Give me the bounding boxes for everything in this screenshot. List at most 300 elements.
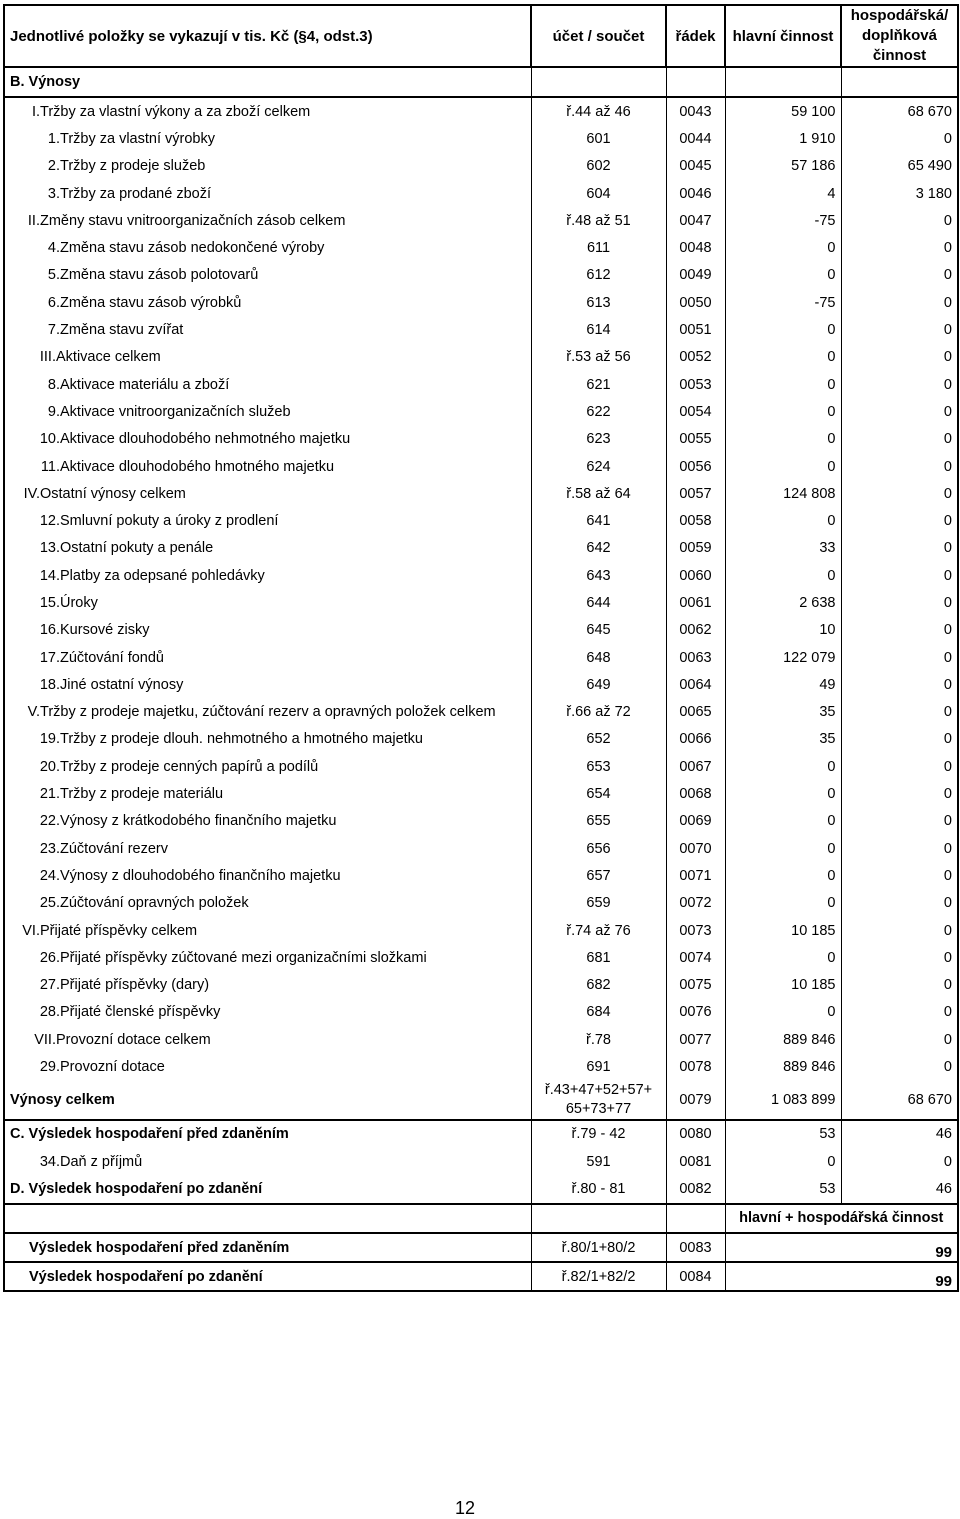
row-code-cell: 0052 — [666, 344, 725, 371]
table-row — [4, 589, 958, 616]
row-number: IV. — [23, 485, 40, 502]
row-code-cell: 0077 — [666, 1026, 725, 1053]
row-number: 7. — [47, 322, 60, 339]
account-cell: 602 — [531, 153, 666, 180]
tax-label — [4, 1148, 531, 1175]
tax-row — [4, 1148, 958, 1175]
table-row — [4, 699, 958, 726]
row-number: 1. — [47, 130, 60, 147]
account-cell: 624 — [531, 453, 666, 480]
row-text: Změna stavu zásob výrobků — [60, 294, 242, 311]
econ-activity-cell: 0 — [841, 371, 958, 398]
econ-activity-cell: 0 — [841, 972, 958, 999]
row-number: 5. — [47, 267, 60, 284]
row-label — [4, 398, 531, 425]
account-cell: 684 — [531, 999, 666, 1026]
row-code-cell: 0054 — [666, 398, 725, 425]
row-number: V. — [27, 704, 40, 721]
row-code-cell: 0057 — [666, 480, 725, 507]
row-number: 2. — [47, 158, 60, 175]
table-row — [4, 671, 958, 698]
main-activity-cell: 59 100 — [725, 97, 841, 125]
row-text: Daň z příjmů — [60, 1153, 143, 1170]
d-result-row — [4, 1175, 958, 1203]
row-number: 26. — [39, 949, 60, 966]
row-number: 28. — [39, 1004, 60, 1021]
row-code-cell: 0053 — [666, 371, 725, 398]
table-row — [4, 507, 958, 534]
main-activity-cell: 10 185 — [725, 917, 841, 944]
table-row — [4, 262, 958, 289]
d-result-row-code: 0082 — [666, 1175, 725, 1203]
row-text: Výnosy z dlouhodobého finančního majetku — [60, 867, 341, 884]
econ-activity-cell: 3 180 — [841, 180, 958, 207]
row-label — [4, 944, 531, 971]
c-result-row — [4, 1120, 958, 1148]
row-text: Provozní dotace — [60, 1059, 165, 1076]
row-text: Smluvní pokuty a úroky z prodlení — [60, 513, 279, 530]
econ-activity-cell: 0 — [841, 862, 958, 889]
table-row — [4, 890, 958, 917]
tax-row-code: 0081 — [666, 1148, 725, 1175]
main-activity-cell: 0 — [725, 562, 841, 589]
account-cell: 642 — [531, 535, 666, 562]
account-cell: ř.58 až 64 — [531, 480, 666, 507]
main-activity-cell: 0 — [725, 753, 841, 780]
econ-activity-cell: 0 — [841, 589, 958, 616]
header-account: účet / součet — [531, 5, 666, 67]
row-label — [4, 207, 531, 234]
row-code-cell: 0078 — [666, 1053, 725, 1080]
row-label — [4, 97, 531, 125]
main-activity-cell: 0 — [725, 316, 841, 343]
main-activity-cell: 0 — [725, 507, 841, 534]
econ-activity-cell: 0 — [841, 808, 958, 835]
account-cell: ř.74 až 76 — [531, 917, 666, 944]
econ-activity-cell: 0 — [841, 562, 958, 589]
econ-activity-cell: 0 — [841, 917, 958, 944]
row-text: Ostatní výnosy celkem — [40, 485, 186, 502]
main-activity-cell: 0 — [725, 780, 841, 807]
row-number: 6. — [47, 294, 60, 311]
row-label — [4, 644, 531, 671]
account-cell: ř.53 až 56 — [531, 344, 666, 371]
table-row — [4, 180, 958, 207]
account-cell: 691 — [531, 1053, 666, 1080]
main-activity-cell: 0 — [725, 234, 841, 261]
row-label — [4, 316, 531, 343]
d-result-label: D. Výsledek hospodaření po zdanění — [4, 1175, 531, 1203]
row-label — [4, 671, 531, 698]
row-text: Tržby z prodeje služeb — [60, 158, 206, 175]
row-code-cell: 0046 — [666, 180, 725, 207]
row-number: 10. — [39, 431, 60, 448]
row-text: Změna stavu zásob nedokončené výroby — [60, 240, 325, 257]
main-activity-cell: 2 638 — [725, 589, 841, 616]
main-activity-cell: 0 — [725, 890, 841, 917]
row-text: Aktivace dlouhodobého nehmotného majetku — [60, 431, 351, 448]
row-label — [4, 153, 531, 180]
table-row — [4, 535, 958, 562]
total-account: ř.43+47+52+57+ 65+73+77 — [531, 1081, 666, 1120]
econ-activity-cell: 0 — [841, 507, 958, 534]
combined-row-code: 0083 — [666, 1233, 725, 1262]
row-text: Provozní dotace celkem — [56, 1031, 211, 1048]
combined-row — [4, 1233, 958, 1262]
row-code-cell: 0043 — [666, 97, 725, 125]
table-row — [4, 862, 958, 889]
row-label — [4, 808, 531, 835]
row-code-cell: 0044 — [666, 125, 725, 152]
row-number: 27. — [39, 977, 60, 994]
account-cell: 654 — [531, 780, 666, 807]
account-cell: 655 — [531, 808, 666, 835]
table-row — [4, 125, 958, 152]
econ-activity-cell: 0 — [841, 726, 958, 753]
table-row — [4, 1053, 958, 1080]
row-text: Úroky — [60, 594, 98, 611]
row-number: II. — [27, 212, 40, 229]
econ-activity-cell: 0 — [841, 753, 958, 780]
econ-activity-cell: 0 — [841, 316, 958, 343]
combined-row-code: 0084 — [666, 1262, 725, 1291]
econ-activity-cell: 65 490 — [841, 153, 958, 180]
account-cell: 656 — [531, 835, 666, 862]
combined-account: ř.82/1+82/2 — [531, 1262, 666, 1291]
account-cell: 611 — [531, 234, 666, 261]
main-activity-cell: 33 — [725, 535, 841, 562]
econ-activity-cell: 0 — [841, 480, 958, 507]
row-text: Přijaté příspěvky celkem — [40, 922, 198, 939]
row-code-cell: 0073 — [666, 917, 725, 944]
row-label — [4, 589, 531, 616]
econ-activity-cell: 0 — [841, 944, 958, 971]
row-label — [4, 344, 531, 371]
header-main: hlavní činnost — [725, 5, 841, 67]
table-row — [4, 780, 958, 807]
row-number: 18. — [39, 676, 60, 693]
row-code-cell: 0069 — [666, 808, 725, 835]
row-number: 8. — [47, 376, 60, 393]
table-row — [4, 617, 958, 644]
row-text: Přijaté členské příspěvky — [60, 1004, 221, 1021]
table-row — [4, 972, 958, 999]
account-cell: 612 — [531, 262, 666, 289]
empty-cell — [531, 1204, 666, 1233]
table-row — [4, 344, 958, 371]
main-activity-cell: 0 — [725, 398, 841, 425]
main-activity-cell: 0 — [725, 808, 841, 835]
row-code-cell: 0049 — [666, 262, 725, 289]
main-activity-cell: 0 — [725, 371, 841, 398]
row-text: Tržby z prodeje materiálu — [60, 786, 224, 803]
row-label — [4, 562, 531, 589]
account-cell: 657 — [531, 862, 666, 889]
account-cell: 681 — [531, 944, 666, 971]
row-text: Aktivace dlouhodobého hmotného majetku — [60, 458, 335, 475]
row-label — [4, 999, 531, 1026]
row-number: 9. — [47, 403, 60, 420]
econ-activity-cell: 0 — [841, 125, 958, 152]
row-code-cell: 0072 — [666, 890, 725, 917]
c-result-econ: 46 — [841, 1120, 958, 1148]
total-row — [4, 1081, 958, 1120]
row-label — [4, 780, 531, 807]
main-activity-cell: 0 — [725, 835, 841, 862]
account-cell: 621 — [531, 371, 666, 398]
row-label — [4, 289, 531, 316]
account-cell: 645 — [531, 617, 666, 644]
row-label — [4, 617, 531, 644]
econ-activity-cell: 0 — [841, 344, 958, 371]
row-code-cell: 0075 — [666, 972, 725, 999]
econ-activity-cell: 0 — [841, 262, 958, 289]
row-label — [4, 862, 531, 889]
row-text: Tržby z prodeje majetku, zúčtování rezerv a opravných položek celkem — [40, 704, 496, 721]
row-text: Výnosy z krátkodobého finančního majetku — [60, 813, 337, 830]
row-number: 11. — [40, 458, 60, 475]
main-activity-cell: 0 — [725, 426, 841, 453]
row-code-cell: 0060 — [666, 562, 725, 589]
main-activity-cell: 57 186 — [725, 153, 841, 180]
account-cell: 652 — [531, 726, 666, 753]
row-code-cell: 0074 — [666, 944, 725, 971]
row-label — [4, 234, 531, 261]
econ-activity-cell: 0 — [841, 426, 958, 453]
main-activity-cell: 0 — [725, 344, 841, 371]
econ-activity-cell: 0 — [841, 1053, 958, 1080]
row-label — [4, 753, 531, 780]
combined-label: Výsledek hospodaření po zdanění — [4, 1262, 531, 1291]
table-row — [4, 480, 958, 507]
table-row — [4, 234, 958, 261]
econ-activity-cell: 0 — [841, 699, 958, 726]
table-row — [4, 153, 958, 180]
empty-cell — [4, 1204, 531, 1233]
account-cell: ř.66 až 72 — [531, 699, 666, 726]
econ-activity-cell: 0 — [841, 234, 958, 261]
row-number: I. — [31, 103, 40, 120]
row-number: 24. — [39, 867, 60, 884]
account-cell: 641 — [531, 507, 666, 534]
page-number: 12 — [454, 1498, 476, 1518]
econ-activity-cell: 0 — [841, 535, 958, 562]
total-row-code: 0079 — [666, 1081, 725, 1120]
row-code-cell: 0071 — [666, 862, 725, 889]
row-text: Ostatní pokuty a penále — [60, 540, 214, 557]
table-row — [4, 835, 958, 862]
row-code-cell: 0055 — [666, 426, 725, 453]
row-label — [4, 699, 531, 726]
total-label: Výnosy celkem — [4, 1081, 531, 1120]
row-text: Tržby z prodeje dlouh. nehmotného a hmotného majetku — [60, 731, 423, 748]
row-number: 21. — [39, 786, 60, 803]
combined-account: ř.80/1+80/2 — [531, 1233, 666, 1262]
account-cell: 614 — [531, 316, 666, 343]
row-number: 17. — [39, 649, 60, 666]
tax-account: 591 — [531, 1148, 666, 1175]
account-cell: 682 — [531, 972, 666, 999]
table-row — [4, 207, 958, 234]
row-code-cell: 0056 — [666, 453, 725, 480]
d-result-main: 53 — [725, 1175, 841, 1203]
econ-activity-cell: 0 — [841, 644, 958, 671]
table-row — [4, 398, 958, 425]
row-code-cell: 0048 — [666, 234, 725, 261]
row-code-cell: 0051 — [666, 316, 725, 343]
row-number: 13. — [39, 540, 60, 557]
econ-activity-cell: 0 — [841, 999, 958, 1026]
row-text: Změna stavu zásob polotovarů — [60, 267, 259, 284]
table-header-row — [4, 5, 958, 67]
empty-cell — [841, 67, 958, 97]
table-row — [4, 726, 958, 753]
row-label — [4, 835, 531, 862]
combined-value: 99 — [725, 1262, 958, 1291]
econ-activity-cell: 0 — [841, 289, 958, 316]
d-result-econ: 46 — [841, 1175, 958, 1203]
row-label — [4, 125, 531, 152]
account-cell: 659 — [531, 890, 666, 917]
row-label — [4, 972, 531, 999]
table-row — [4, 999, 958, 1026]
econ-activity-cell: 0 — [841, 1026, 958, 1053]
main-activity-cell: 10 185 — [725, 972, 841, 999]
row-text: Tržby za vlastní výrobky — [60, 130, 215, 147]
row-text: Přijaté příspěvky (dary) — [60, 977, 210, 994]
main-activity-cell: 124 808 — [725, 480, 841, 507]
row-code-cell: 0058 — [666, 507, 725, 534]
main-activity-cell: 0 — [725, 944, 841, 971]
row-label — [4, 1053, 531, 1080]
table-row — [4, 289, 958, 316]
econ-activity-cell: 68 670 — [841, 97, 958, 125]
row-text: Platby za odepsané pohledávky — [60, 567, 265, 584]
combined-label: Výsledek hospodaření před zdaněním — [4, 1233, 531, 1262]
row-number: 22. — [39, 813, 60, 830]
total-main: 1 083 899 — [725, 1081, 841, 1120]
row-number: 15. — [39, 594, 60, 611]
row-label — [4, 426, 531, 453]
empty-cell — [725, 67, 841, 97]
row-text: Aktivace vnitroorganizačních služeb — [60, 403, 291, 420]
row-code-cell: 0067 — [666, 753, 725, 780]
row-number: 25. — [39, 895, 60, 912]
account-cell: 622 — [531, 398, 666, 425]
account-cell: 643 — [531, 562, 666, 589]
table-row — [4, 1026, 958, 1053]
main-activity-cell: 35 — [725, 699, 841, 726]
row-code-cell: 0045 — [666, 153, 725, 180]
row-number: 16. — [39, 622, 60, 639]
row-code-cell: 0070 — [666, 835, 725, 862]
econ-activity-cell: 0 — [841, 207, 958, 234]
table-row — [4, 426, 958, 453]
account-cell: 601 — [531, 125, 666, 152]
main-activity-cell: 122 079 — [725, 644, 841, 671]
row-text: Jiné ostatní výnosy — [60, 676, 184, 693]
row-text: Aktivace celkem — [56, 349, 161, 366]
total-econ: 68 670 — [841, 1081, 958, 1120]
account-cell: ř.78 — [531, 1026, 666, 1053]
econ-activity-cell: 0 — [841, 617, 958, 644]
tax-econ: 0 — [841, 1148, 958, 1175]
row-label — [4, 507, 531, 534]
row-label — [4, 726, 531, 753]
main-activity-cell: 0 — [725, 262, 841, 289]
account-cell: 644 — [531, 589, 666, 616]
econ-activity-cell: 0 — [841, 890, 958, 917]
tax-main: 0 — [725, 1148, 841, 1175]
section-title: B. Výnosy — [4, 67, 531, 97]
row-number: 20. — [39, 758, 60, 775]
main-activity-cell: 0 — [725, 999, 841, 1026]
row-number: 14. — [39, 567, 60, 584]
account-cell: 653 — [531, 753, 666, 780]
row-text: Zúčtování opravných položek — [60, 895, 249, 912]
main-activity-cell: 0 — [725, 862, 841, 889]
empty-cell — [531, 67, 666, 97]
account-cell: ř.48 až 51 — [531, 207, 666, 234]
main-activity-cell: 10 — [725, 617, 841, 644]
econ-activity-cell: 0 — [841, 671, 958, 698]
row-label — [4, 535, 531, 562]
row-number: 3. — [47, 185, 60, 202]
row-number: 12. — [39, 513, 60, 530]
row-number: 29. — [39, 1059, 60, 1076]
row-text: Změna stavu zvířat — [60, 322, 184, 339]
row-label — [4, 1026, 531, 1053]
account-cell: ř.44 až 46 — [531, 97, 666, 125]
row-label — [4, 371, 531, 398]
econ-activity-cell: 0 — [841, 453, 958, 480]
row-number: 34. — [39, 1153, 60, 1170]
header-row: řádek — [666, 5, 725, 67]
row-text: Kursové zisky — [60, 622, 150, 639]
row-text: Zúčtování fondů — [60, 649, 164, 666]
row-label — [4, 180, 531, 207]
row-text: Zúčtování rezerv — [60, 840, 168, 857]
income-statement-table — [3, 4, 959, 1292]
combined-value: 99 — [725, 1233, 958, 1262]
econ-activity-cell: 0 — [841, 398, 958, 425]
c-result-main: 53 — [725, 1120, 841, 1148]
table-row — [4, 917, 958, 944]
main-activity-cell: -75 — [725, 207, 841, 234]
table-row — [4, 562, 958, 589]
c-result-row-code: 0080 — [666, 1120, 725, 1148]
account-cell: 604 — [531, 180, 666, 207]
main-activity-cell: 0 — [725, 453, 841, 480]
main-activity-cell: 889 846 — [725, 1026, 841, 1053]
table-row — [4, 808, 958, 835]
main-activity-cell: -75 — [725, 289, 841, 316]
account-cell: 649 — [531, 671, 666, 698]
table-row — [4, 453, 958, 480]
row-code-cell: 0061 — [666, 589, 725, 616]
row-label — [4, 890, 531, 917]
row-label — [4, 453, 531, 480]
row-number: 4. — [47, 240, 60, 257]
row-code-cell: 0065 — [666, 699, 725, 726]
c-result-account: ř.79 - 42 — [531, 1120, 666, 1148]
row-code-cell: 0063 — [666, 644, 725, 671]
main-activity-cell: 1 910 — [725, 125, 841, 152]
account-cell: 648 — [531, 644, 666, 671]
row-code-cell: 0050 — [666, 289, 725, 316]
table-row — [4, 644, 958, 671]
empty-cell — [666, 67, 725, 97]
